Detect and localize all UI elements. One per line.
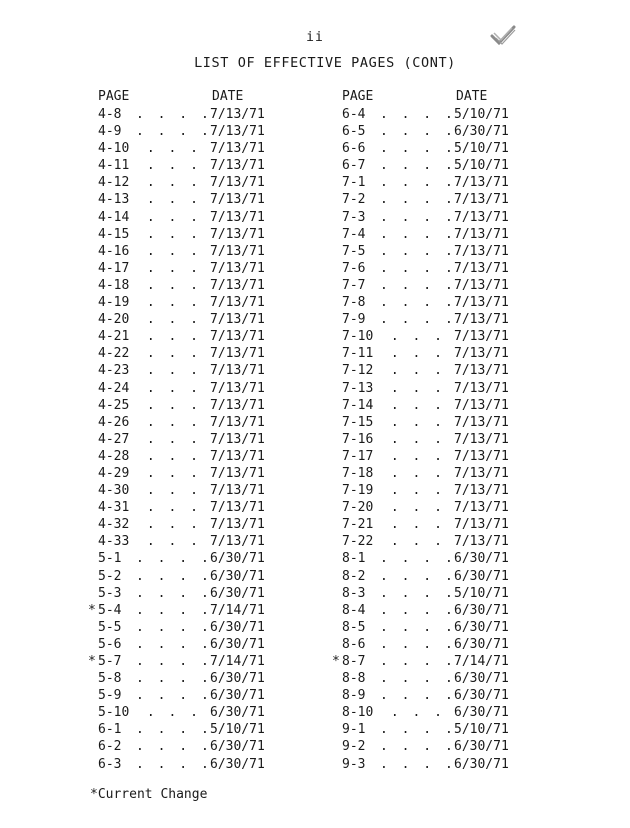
page-cell: 4-20 bbox=[98, 312, 130, 328]
page-cell: 7-8 bbox=[342, 295, 366, 311]
date-cell: 7/13/71 bbox=[454, 312, 509, 328]
leader-dots: . . . bbox=[136, 141, 201, 157]
date-cell: 7/13/71 bbox=[454, 192, 509, 208]
page-cell: 8-9 bbox=[342, 688, 366, 704]
date-cell: 6/30/71 bbox=[210, 671, 265, 687]
leader-dots: . . . bbox=[136, 312, 201, 328]
date-cell: 7/13/71 bbox=[210, 277, 265, 293]
leader-dots: . . . . bbox=[380, 226, 456, 242]
leader-dots: . . . bbox=[136, 380, 201, 396]
page-cell: 4-22 bbox=[98, 346, 130, 362]
date-cell: 7/13/71 bbox=[210, 465, 265, 481]
page-cell: 4-25 bbox=[98, 397, 130, 413]
date-cell: 6/30/71 bbox=[454, 619, 509, 635]
leader-dots: . . . . bbox=[380, 243, 456, 259]
leader-dots: . . . . bbox=[380, 568, 456, 584]
page-cell: 7-16 bbox=[342, 431, 374, 447]
page-cell: 6-7 bbox=[342, 158, 366, 174]
leader-dots: . . . bbox=[380, 448, 445, 464]
date-cell: 7/13/71 bbox=[454, 346, 509, 362]
page-cell: 7-15 bbox=[342, 414, 374, 430]
page-cell: 9-3 bbox=[342, 756, 366, 772]
date-cell: 6/30/71 bbox=[210, 585, 265, 601]
page-cell: 4-12 bbox=[98, 175, 130, 191]
leader-dots: . . . bbox=[136, 534, 201, 550]
date-cell: 7/13/71 bbox=[454, 448, 509, 464]
date-cell: 5/10/71 bbox=[454, 585, 509, 601]
date-cell: 7/13/71 bbox=[454, 329, 509, 345]
page-cell: 9-2 bbox=[342, 739, 366, 755]
change-marker: * bbox=[88, 654, 96, 669]
date-cell: 7/13/71 bbox=[210, 107, 265, 122]
leader-dots: . . . bbox=[136, 448, 201, 464]
page-cell: 4-8 bbox=[98, 107, 122, 122]
date-cell: 6/30/71 bbox=[454, 636, 509, 652]
leader-dots: . . . bbox=[136, 243, 201, 259]
page-cell: 4-17 bbox=[98, 260, 130, 276]
page-cell: 4-28 bbox=[98, 448, 130, 464]
date-cell: 6/30/71 bbox=[454, 602, 509, 618]
change-marker: * bbox=[88, 602, 96, 618]
leader-dots: . . . . bbox=[380, 141, 456, 157]
leader-dots: . . . . bbox=[136, 585, 212, 601]
leader-dots: . . . . bbox=[380, 636, 456, 652]
leader-dots: . . . bbox=[136, 431, 201, 447]
leader-dots: . . . bbox=[380, 517, 445, 533]
page-cell: 4-30 bbox=[98, 483, 130, 499]
page-cell: 6-5 bbox=[342, 124, 366, 140]
date-cell: 7/13/71 bbox=[454, 209, 509, 225]
date-cell: 7/13/71 bbox=[454, 277, 509, 293]
page-cell: 4-18 bbox=[98, 277, 130, 293]
page-cell: 7-5 bbox=[342, 243, 366, 259]
checkmark-stamp-icon bbox=[490, 24, 516, 46]
date-cell: 7/13/71 bbox=[454, 500, 509, 516]
date-cell: 7/13/71 bbox=[210, 295, 265, 311]
date-cell: 6/30/71 bbox=[210, 688, 265, 704]
leader-dots: . . . bbox=[136, 209, 201, 225]
leader-dots: . . . . bbox=[136, 688, 212, 704]
leader-dots: . . . bbox=[380, 346, 445, 362]
page-cell: 4-23 bbox=[98, 363, 130, 379]
date-cell: 6/30/71 bbox=[210, 739, 265, 755]
leader-dots: . . . . bbox=[136, 124, 212, 140]
page-cell: 4-11 bbox=[98, 158, 130, 174]
page-cell: 5-1 bbox=[98, 551, 122, 567]
leader-dots: . . . . bbox=[136, 551, 212, 567]
date-cell: 7/13/71 bbox=[210, 397, 265, 413]
leader-dots: . . . . bbox=[380, 158, 456, 174]
page-cell: 5-8 bbox=[98, 671, 122, 687]
leader-dots: . . . . bbox=[136, 671, 212, 687]
page-cell: 8-3 bbox=[342, 585, 366, 601]
leader-dots: . . . bbox=[380, 534, 445, 550]
date-cell: 7/13/71 bbox=[454, 517, 509, 533]
page-cell: 6-4 bbox=[342, 107, 366, 122]
page-cell: 7-10 bbox=[342, 329, 374, 345]
date-cell: 7/13/71 bbox=[454, 260, 509, 276]
page-cell: 4-19 bbox=[98, 295, 130, 311]
leader-dots: . . . bbox=[136, 295, 201, 311]
change-marker: * bbox=[332, 654, 340, 669]
page-cell: 4-21 bbox=[98, 329, 130, 345]
page-cell: 4-29 bbox=[98, 465, 130, 481]
date-cell: 6/30/71 bbox=[454, 739, 509, 755]
date-cell: 7/14/71 bbox=[210, 602, 265, 618]
leader-dots: . . . . bbox=[380, 739, 456, 755]
leader-dots: . . . bbox=[136, 397, 201, 413]
page-cell: 7-1 bbox=[342, 175, 366, 191]
page-column-header: PAGE bbox=[98, 89, 130, 104]
page-cell: 7-17 bbox=[342, 448, 374, 464]
page-cell: 8-10 bbox=[342, 705, 374, 721]
date-cell: 6/30/71 bbox=[210, 636, 265, 652]
date-cell: 7/13/71 bbox=[210, 534, 265, 550]
date-cell: 7/13/71 bbox=[454, 243, 509, 259]
footnote: *Current Change bbox=[90, 787, 208, 802]
leader-dots: . . . bbox=[136, 517, 201, 533]
date-cell: 5/10/71 bbox=[454, 107, 509, 122]
leader-dots: . . . . bbox=[136, 636, 212, 652]
page-cell: 9-1 bbox=[342, 722, 366, 738]
leader-dots: . . . . bbox=[136, 568, 212, 584]
page-number: ii bbox=[306, 30, 324, 45]
leader-dots: . . . bbox=[380, 329, 445, 345]
date-cell: 7/13/71 bbox=[210, 346, 265, 362]
leader-dots: . . . . bbox=[380, 312, 456, 328]
leader-dots: . . . bbox=[136, 158, 201, 174]
date-column-header: DATE bbox=[456, 89, 488, 104]
page-cell: 7-6 bbox=[342, 260, 366, 276]
leader-dots: . . . bbox=[380, 483, 445, 499]
date-cell: 7/13/71 bbox=[454, 414, 509, 430]
leader-dots: . . . . bbox=[136, 654, 212, 669]
page-cell: 4-24 bbox=[98, 380, 130, 396]
date-cell: 7/13/71 bbox=[210, 500, 265, 516]
date-cell: 6/30/71 bbox=[210, 756, 265, 772]
page-cell: 7-2 bbox=[342, 192, 366, 208]
page-cell: 7-14 bbox=[342, 397, 374, 413]
date-cell: 7/13/71 bbox=[454, 295, 509, 311]
page-cell: 4-13 bbox=[98, 192, 130, 208]
leader-dots: . . . bbox=[380, 431, 445, 447]
date-cell: 7/13/71 bbox=[454, 431, 509, 447]
page-cell: 4-16 bbox=[98, 243, 130, 259]
date-cell: 6/30/71 bbox=[210, 568, 265, 584]
date-cell: 6/30/71 bbox=[210, 551, 265, 567]
date-cell: 7/13/71 bbox=[210, 448, 265, 464]
date-column-header: DATE bbox=[212, 89, 244, 104]
date-cell: 7/13/71 bbox=[210, 158, 265, 174]
date-cell: 7/13/71 bbox=[210, 329, 265, 345]
page-cell: 4-31 bbox=[98, 500, 130, 516]
date-cell: 7/13/71 bbox=[454, 226, 509, 242]
page-cell: 5-7 bbox=[98, 654, 122, 669]
date-cell: 7/13/71 bbox=[210, 363, 265, 379]
leader-dots: . . . . bbox=[380, 175, 456, 191]
leader-dots: . . . . bbox=[136, 619, 212, 635]
leader-dots: . . . bbox=[380, 397, 445, 413]
leader-dots: . . . . bbox=[380, 619, 456, 635]
leader-dots: . . . bbox=[136, 329, 201, 345]
page-cell: 4-15 bbox=[98, 226, 130, 242]
leader-dots: . . . bbox=[136, 465, 201, 481]
leader-dots: . . . bbox=[380, 705, 445, 721]
date-cell: 6/30/71 bbox=[454, 756, 509, 772]
page-cell: 5-3 bbox=[98, 585, 122, 601]
page-cell: 8-7 bbox=[342, 654, 366, 669]
date-cell: 7/13/71 bbox=[454, 397, 509, 413]
page-cell: 8-5 bbox=[342, 619, 366, 635]
leader-dots: . . . bbox=[380, 500, 445, 516]
page-cell: 4-9 bbox=[98, 124, 122, 140]
date-cell: 7/13/71 bbox=[210, 243, 265, 259]
date-cell: 6/30/71 bbox=[454, 688, 509, 704]
page-cell: 7-20 bbox=[342, 500, 374, 516]
date-cell: 7/13/71 bbox=[210, 517, 265, 533]
date-cell: 7/13/71 bbox=[454, 465, 509, 481]
date-cell: 7/14/71 bbox=[454, 654, 509, 669]
page-cell: 6-1 bbox=[98, 722, 122, 738]
page-cell: 5-2 bbox=[98, 568, 122, 584]
date-cell: 5/10/71 bbox=[454, 722, 509, 738]
page-cell: 8-4 bbox=[342, 602, 366, 618]
leader-dots: . . . . bbox=[380, 585, 456, 601]
leader-dots: . . . bbox=[136, 226, 201, 242]
leader-dots: . . . . bbox=[380, 124, 456, 140]
page-cell: 7-19 bbox=[342, 483, 374, 499]
leader-dots: . . . . bbox=[380, 260, 456, 276]
leader-dots: . . . bbox=[136, 346, 201, 362]
date-cell: 7/13/71 bbox=[210, 414, 265, 430]
leader-dots: . . . bbox=[380, 380, 445, 396]
page-cell: 6-2 bbox=[98, 739, 122, 755]
page-cell: 7-4 bbox=[342, 226, 366, 242]
leader-dots: . . . . bbox=[380, 295, 456, 311]
leader-dots: . . . bbox=[136, 260, 201, 276]
leader-dots: . . . . bbox=[380, 192, 456, 208]
page-cell: 7-21 bbox=[342, 517, 374, 533]
date-cell: 7/13/71 bbox=[210, 175, 265, 191]
date-cell: 7/13/71 bbox=[210, 483, 265, 499]
page-cell: 7-7 bbox=[342, 277, 366, 293]
page-cell: 5-6 bbox=[98, 636, 122, 652]
leader-dots: . . . . bbox=[136, 107, 212, 122]
leader-dots: . . . bbox=[380, 414, 445, 430]
page-cell: 4-26 bbox=[98, 414, 130, 430]
page-cell: 4-33 bbox=[98, 534, 130, 550]
page-cell: 6-6 bbox=[342, 141, 366, 157]
date-cell: 6/30/71 bbox=[454, 551, 509, 567]
date-cell: 7/13/71 bbox=[454, 380, 509, 396]
leader-dots: . . . . bbox=[136, 739, 212, 755]
leader-dots: . . . bbox=[136, 483, 201, 499]
date-cell: 7/13/71 bbox=[454, 483, 509, 499]
leader-dots: . . . bbox=[380, 465, 445, 481]
date-cell: 7/13/71 bbox=[210, 260, 265, 276]
page-cell: 8-8 bbox=[342, 671, 366, 687]
date-cell: 7/14/71 bbox=[210, 654, 265, 669]
leader-dots: . . . . bbox=[380, 722, 456, 738]
page-cell: 7-3 bbox=[342, 209, 366, 225]
date-cell: 7/13/71 bbox=[210, 209, 265, 225]
page-cell: 4-14 bbox=[98, 209, 130, 225]
leader-dots: . . . bbox=[136, 175, 201, 191]
leader-dots: . . . . bbox=[136, 602, 212, 618]
leader-dots: . . . . bbox=[380, 602, 456, 618]
date-cell: 7/13/71 bbox=[210, 431, 265, 447]
date-cell: 7/13/71 bbox=[454, 175, 509, 191]
date-cell: 7/13/71 bbox=[454, 363, 509, 379]
page-cell: 8-2 bbox=[342, 568, 366, 584]
leader-dots: . . . . bbox=[380, 654, 456, 669]
date-cell: 7/13/71 bbox=[210, 141, 265, 157]
page-cell: 7-18 bbox=[342, 465, 374, 481]
page-cell: 8-1 bbox=[342, 551, 366, 567]
leader-dots: . . . bbox=[136, 705, 201, 721]
leader-dots: . . . . bbox=[136, 722, 212, 738]
page-title: LIST OF EFFECTIVE PAGES (CONT) bbox=[194, 55, 456, 71]
date-cell: 7/13/71 bbox=[210, 380, 265, 396]
leader-dots: . . . . bbox=[380, 107, 456, 122]
page-cell: 6-3 bbox=[98, 756, 122, 772]
leader-dots: . . . bbox=[380, 363, 445, 379]
date-cell: 6/30/71 bbox=[454, 671, 509, 687]
leader-dots: . . . bbox=[136, 277, 201, 293]
page-cell: 4-32 bbox=[98, 517, 130, 533]
page-cell: 5-5 bbox=[98, 619, 122, 635]
date-cell: 5/10/71 bbox=[454, 141, 509, 157]
leader-dots: . . . . bbox=[380, 671, 456, 687]
page-cell: 8-6 bbox=[342, 636, 366, 652]
leader-dots: . . . bbox=[136, 500, 201, 516]
leader-dots: . . . . bbox=[380, 756, 456, 772]
date-cell: 7/13/71 bbox=[210, 124, 265, 140]
leader-dots: . . . bbox=[136, 414, 201, 430]
page-column-header: PAGE bbox=[342, 89, 374, 104]
date-cell: 6/30/71 bbox=[210, 705, 265, 721]
leader-dots: . . . bbox=[136, 363, 201, 379]
page-cell: 7-22 bbox=[342, 534, 374, 550]
leader-dots: . . . . bbox=[380, 688, 456, 704]
page-cell: 7-13 bbox=[342, 380, 374, 396]
date-cell: 7/13/71 bbox=[210, 312, 265, 328]
date-cell: 5/10/71 bbox=[454, 158, 509, 174]
date-cell: 6/30/71 bbox=[454, 705, 509, 721]
leader-dots: . . . . bbox=[380, 277, 456, 293]
page-cell: 5-4 bbox=[98, 602, 122, 618]
date-cell: 7/13/71 bbox=[454, 534, 509, 550]
page-cell: 5-10 bbox=[98, 705, 130, 721]
date-cell: 5/10/71 bbox=[210, 722, 265, 738]
page-cell: 4-27 bbox=[98, 431, 130, 447]
leader-dots: . . . bbox=[136, 192, 201, 208]
date-cell: 6/30/71 bbox=[454, 124, 509, 140]
date-cell: 6/30/71 bbox=[210, 619, 265, 635]
date-cell: 7/13/71 bbox=[210, 192, 265, 208]
date-cell: 6/30/71 bbox=[454, 568, 509, 584]
page-cell: 7-11 bbox=[342, 346, 374, 362]
page-cell: 7-12 bbox=[342, 363, 374, 379]
page-cell: 4-10 bbox=[98, 141, 130, 157]
leader-dots: . . . . bbox=[380, 551, 456, 567]
page-cell: 5-9 bbox=[98, 688, 122, 704]
date-cell: 7/13/71 bbox=[210, 226, 265, 242]
page-cell: 7-9 bbox=[342, 312, 366, 328]
leader-dots: . . . . bbox=[136, 756, 212, 772]
leader-dots: . . . . bbox=[380, 209, 456, 225]
